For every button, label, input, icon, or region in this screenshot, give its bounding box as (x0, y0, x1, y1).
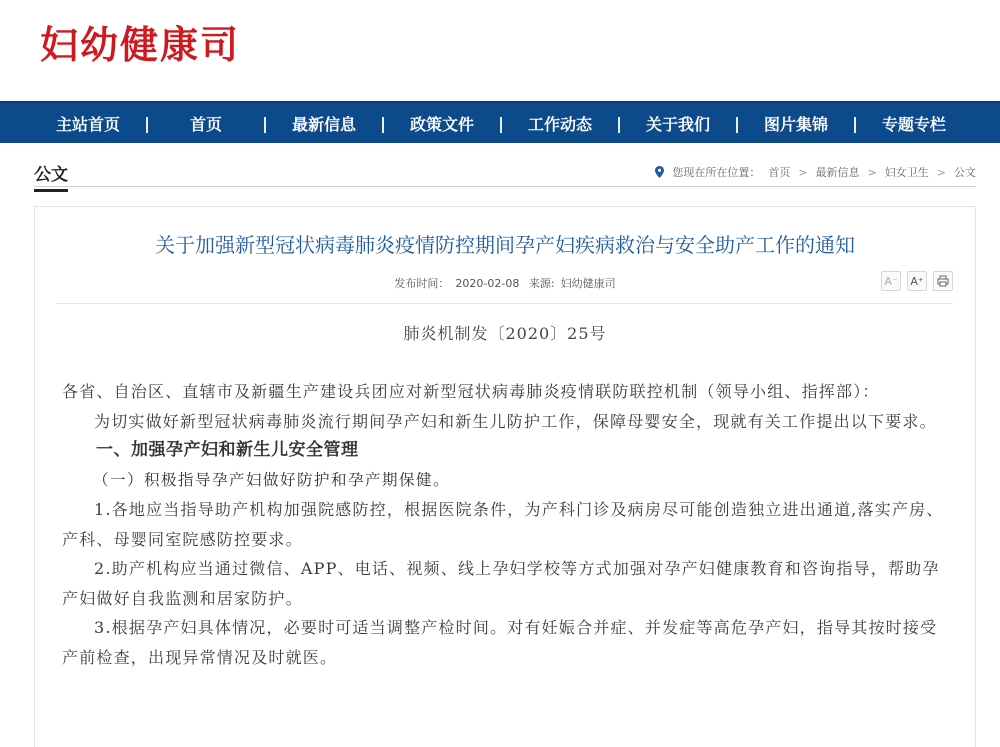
breadcrumb-current: 公文 (954, 166, 976, 179)
publish-date: 2020-02-08 (455, 277, 520, 290)
article-tools (881, 271, 953, 291)
nav-item-latest[interactable]: 最新信息 (291, 114, 356, 134)
section-header (34, 160, 976, 187)
heading-subsection-1: （一）积极指导孕产妇做好防护和孕产期保健。 (93, 470, 451, 489)
source-label: 来源: (528, 277, 555, 290)
paragraph-intro: 为切实做好新型冠状病毒肺炎流行期间孕产妇和新生儿防护工作，保障母婴安全，现就有关工作提出以下要求。 (94, 411, 937, 431)
nav-item-gallery[interactable]: 图片集锦 (763, 114, 828, 134)
location-pin-icon (655, 166, 664, 178)
nav-item-special[interactable]: 专题专栏 (881, 114, 946, 134)
heading-section-1: 一、加强孕产妇和新生儿安全管理 (96, 440, 359, 460)
nav-separator: | (380, 113, 386, 133)
article-meta (35, 275, 975, 291)
nav-separator: | (734, 113, 740, 133)
section-title: 公文 (34, 160, 68, 192)
breadcrumb-separator: > (867, 165, 877, 179)
paragraph-item-3: 3.根据孕产妇具体情况，必要时可适当调整产检时间。对有妊娠合并症、并发症等高危孕产妇，指导其按时接受产前检查，出现异常情况及时就医。 (62, 618, 938, 667)
breadcrumb-latest[interactable]: 最新信息 (815, 166, 860, 179)
breadcrumb-separator: > (798, 165, 808, 179)
print-button[interactable] (933, 271, 953, 291)
article-container (34, 206, 976, 747)
nav-list (0, 103, 1000, 143)
site-title: 妇幼健康司 (40, 23, 241, 67)
font-increase-button[interactable]: A⁺ (907, 271, 927, 291)
main-navbar (0, 101, 1000, 143)
breadcrumb-separator: > (936, 165, 946, 179)
font-decrease-button[interactable]: A⁻ (881, 271, 901, 291)
nav-separator: | (498, 113, 504, 133)
nav-item-work-news[interactable]: 工作动态 (527, 114, 592, 134)
breadcrumb-women-health[interactable]: 妇女卫生 (884, 166, 929, 179)
article-title: 关于加强新型冠状病毒肺炎疫情防控期间孕产妇疾病救治与安全助产工作的通知 (155, 233, 855, 257)
paragraph-item-1: 1.各地应当指导助产机构加强院感防控，根据医院条件，为产科门诊及病房尽可能创造独立进出通道,落实产房、产科、母婴同室院感防控要求。 (62, 500, 944, 549)
nav-separator: | (616, 113, 622, 133)
nav-separator: | (144, 113, 150, 133)
breadcrumb-home[interactable]: 首页 (768, 166, 791, 179)
nav-item-home[interactable]: 首页 (189, 114, 222, 134)
article-body (62, 377, 952, 672)
document-number: 肺炎机制发〔2020〕25号 (403, 324, 607, 343)
paragraph-recipients: 各省、自治区、直辖市及新疆生产建设兵团应对新型冠状病毒肺炎疫情联防联控机制（领导小组、指挥部）： (62, 382, 880, 401)
nav-item-about[interactable]: 关于我们 (645, 114, 710, 134)
nav-separator: | (262, 113, 268, 133)
paragraph-item-2: 2.助产机构应当通过微信、APP、电话、视频、线上孕妇学校等方式加强对孕产妇健康教育和咨询指导，帮助孕产妇做好自我监测和居家防护。 (62, 559, 940, 608)
nav-item-policy[interactable]: 政策文件 (409, 114, 474, 134)
breadcrumb (655, 164, 976, 180)
meta-divider (57, 303, 953, 304)
nav-separator: | (852, 113, 858, 133)
breadcrumb-prefix: 您现在所在位置： (672, 166, 761, 179)
source-name: 妇幼健康司 (560, 277, 616, 290)
nav-item-main-home[interactable]: 主站首页 (55, 114, 120, 134)
publish-label: 发布时间： (394, 277, 450, 290)
print-icon (937, 275, 949, 287)
